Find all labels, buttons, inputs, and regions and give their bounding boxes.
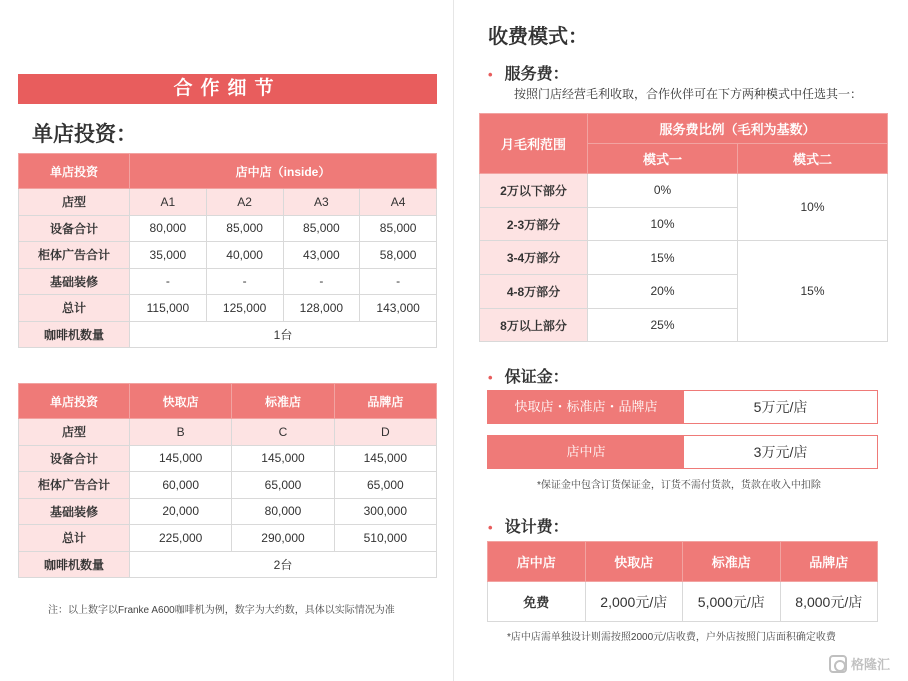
table-cell: A1: [130, 189, 207, 216]
table-row: [480, 241, 888, 275]
column-divider: [453, 0, 454, 681]
table-cell: -: [360, 268, 437, 295]
range-cell: 2万以下部分: [480, 174, 588, 208]
table-cell: D: [334, 419, 436, 446]
table-cell: 145,000: [130, 445, 232, 472]
range-header: 月毛利范围: [480, 114, 588, 174]
row-label: 咖啡机数量: [19, 321, 130, 348]
table-cell: 1台: [130, 321, 437, 348]
design-fee-table: [487, 541, 878, 622]
table-cell: 43,000: [283, 242, 360, 269]
service-fee-title-text: 服务费：: [504, 66, 569, 83]
mode1-header: 模式一: [588, 144, 738, 174]
investment-footnote: 注：以上数字以Franke A600咖啡机为例，数字为大约数，具体以实际情况为准: [48, 605, 395, 616]
table-row: [19, 321, 437, 348]
bullet-icon: •: [488, 67, 493, 82]
table-row: [19, 268, 437, 295]
table-cell: -: [130, 268, 207, 295]
table-cell: 35,000: [130, 242, 207, 269]
table-cell: 80,000: [232, 498, 334, 525]
table-row: [19, 242, 437, 269]
table-cell: 128,000: [283, 295, 360, 322]
watermark-text: 格隆汇: [850, 657, 890, 672]
table-cell: 65,000: [232, 472, 334, 499]
table-header-cell: 店中店（inside）: [130, 154, 437, 189]
mode1-cell: 25%: [588, 308, 738, 342]
table-header-cell: 单店投资: [19, 154, 130, 189]
design-header-cell: 标准店: [683, 542, 781, 582]
bullet-icon: •: [488, 370, 493, 385]
table-cell: 115,000: [130, 295, 207, 322]
range-cell: 2-3万部分: [480, 207, 588, 241]
watermark: [829, 654, 890, 673]
table-header-cell: 单店投资: [19, 384, 130, 419]
table-cell: 145,000: [334, 445, 436, 472]
table-cell: 60,000: [130, 472, 232, 499]
watermark-logo-icon: [829, 655, 847, 673]
table-cell: C: [232, 419, 334, 446]
row-label: 设备合计: [19, 215, 130, 242]
table-cell: A3: [283, 189, 360, 216]
design-header-cell: 快取店: [585, 542, 683, 582]
table-cell: 145,000: [232, 445, 334, 472]
deposit-footnote: *保证金中包含订货保证金，订货不需付货款，货款在收入中扣除: [537, 480, 821, 491]
table-cell: -: [283, 268, 360, 295]
table-cell: B: [130, 419, 232, 446]
fee-model-heading: 收费模式：: [488, 26, 588, 48]
design-fee-title-text: 设计费：: [504, 519, 569, 536]
range-cell: 4-8万部分: [480, 275, 588, 309]
single-store-investment-heading: 单店投资：: [32, 123, 137, 146]
table-cell: -: [206, 268, 283, 295]
table-cell: 40,000: [206, 242, 283, 269]
table-cell: 225,000: [130, 525, 232, 552]
table-cell: 125,000: [206, 295, 283, 322]
section-banner: 合作细节: [18, 74, 437, 104]
table-cell: 290,000: [232, 525, 334, 552]
bullet-icon: •: [488, 520, 493, 535]
table-cell: 65,000: [334, 472, 436, 499]
table-cell: 143,000: [360, 295, 437, 322]
mode1-cell: 15%: [588, 241, 738, 275]
mode2-cell: 10%: [738, 174, 888, 241]
service-fee-table: [479, 113, 888, 342]
deposit-amount: 5万元/店: [684, 391, 877, 423]
mode1-cell: 0%: [588, 174, 738, 208]
table-cell: 85,000: [206, 215, 283, 242]
table-header-cell: 品牌店: [334, 384, 436, 419]
row-label: 基础装修: [19, 268, 130, 295]
table-cell: 2台: [130, 551, 437, 578]
table-row: [19, 445, 437, 472]
table-cell: A2: [206, 189, 283, 216]
table-row: [19, 419, 437, 446]
design-fee-footnote: *店中店需单独设计则需按照2000元/店收费，户外店按照门店面积确定收费: [507, 632, 836, 643]
row-label: 咖啡机数量: [19, 551, 130, 578]
table-cell: 510,000: [334, 525, 436, 552]
table-cell: 58,000: [360, 242, 437, 269]
row-label: 柜体广告合计: [19, 242, 130, 269]
range-cell: 8万以上部分: [480, 308, 588, 342]
store-type-investment-table: [18, 383, 437, 578]
deposit-store-type: 店中店: [488, 436, 684, 468]
deposit-title: [488, 364, 569, 387]
table-row: [19, 189, 437, 216]
design-value-cell: 2,000元/店: [585, 582, 683, 622]
range-cell: 3-4万部分: [480, 241, 588, 275]
table-header-cell: 标准店: [232, 384, 334, 419]
ratio-header: 服务费比例（毛利为基数）: [588, 114, 888, 144]
deposit-row: [487, 435, 878, 469]
design-value-cell: 5,000元/店: [683, 582, 781, 622]
table-row: [480, 174, 888, 208]
design-header-cell: 店中店: [488, 542, 586, 582]
row-label: 总计: [19, 295, 130, 322]
mode2-header: 模式二: [738, 144, 888, 174]
table-cell: 300,000: [334, 498, 436, 525]
table-row: [19, 472, 437, 499]
design-header-cell: 品牌店: [780, 542, 878, 582]
table-header-cell: 快取店: [130, 384, 232, 419]
row-label: 店型: [19, 419, 130, 446]
deposit-row: [487, 390, 878, 424]
mode1-cell: 10%: [588, 207, 738, 241]
table-cell: 80,000: [130, 215, 207, 242]
design-fee-title: [488, 514, 569, 537]
mode1-cell: 20%: [588, 275, 738, 309]
service-fee-title: [488, 61, 569, 84]
design-value-cell: 免费: [488, 582, 586, 622]
table-row: [19, 551, 437, 578]
table-row: [19, 295, 437, 322]
deposit-title-text: 保证金：: [504, 369, 569, 386]
table-cell: 85,000: [283, 215, 360, 242]
row-label: 店型: [19, 189, 130, 216]
mode2-cell: 15%: [738, 241, 888, 342]
row-label: 基础装修: [19, 498, 130, 525]
table-cell: A4: [360, 189, 437, 216]
design-value-cell: 8,000元/店: [780, 582, 878, 622]
inside-store-investment-table: [18, 153, 437, 348]
table-cell: 85,000: [360, 215, 437, 242]
row-label: 设备合计: [19, 445, 130, 472]
table-row: [19, 525, 437, 552]
service-fee-description: 按照门店经营毛利收取，合作伙伴可在下方两种模式中任选其一：: [514, 87, 863, 101]
table-row: [19, 215, 437, 242]
table-row: [19, 498, 437, 525]
row-label: 总计: [19, 525, 130, 552]
row-label: 柜体广告合计: [19, 472, 130, 499]
table-cell: 20,000: [130, 498, 232, 525]
deposit-store-type: 快取店・标准店・品牌店: [488, 391, 684, 423]
deposit-amount: 3万元/店: [684, 436, 877, 468]
